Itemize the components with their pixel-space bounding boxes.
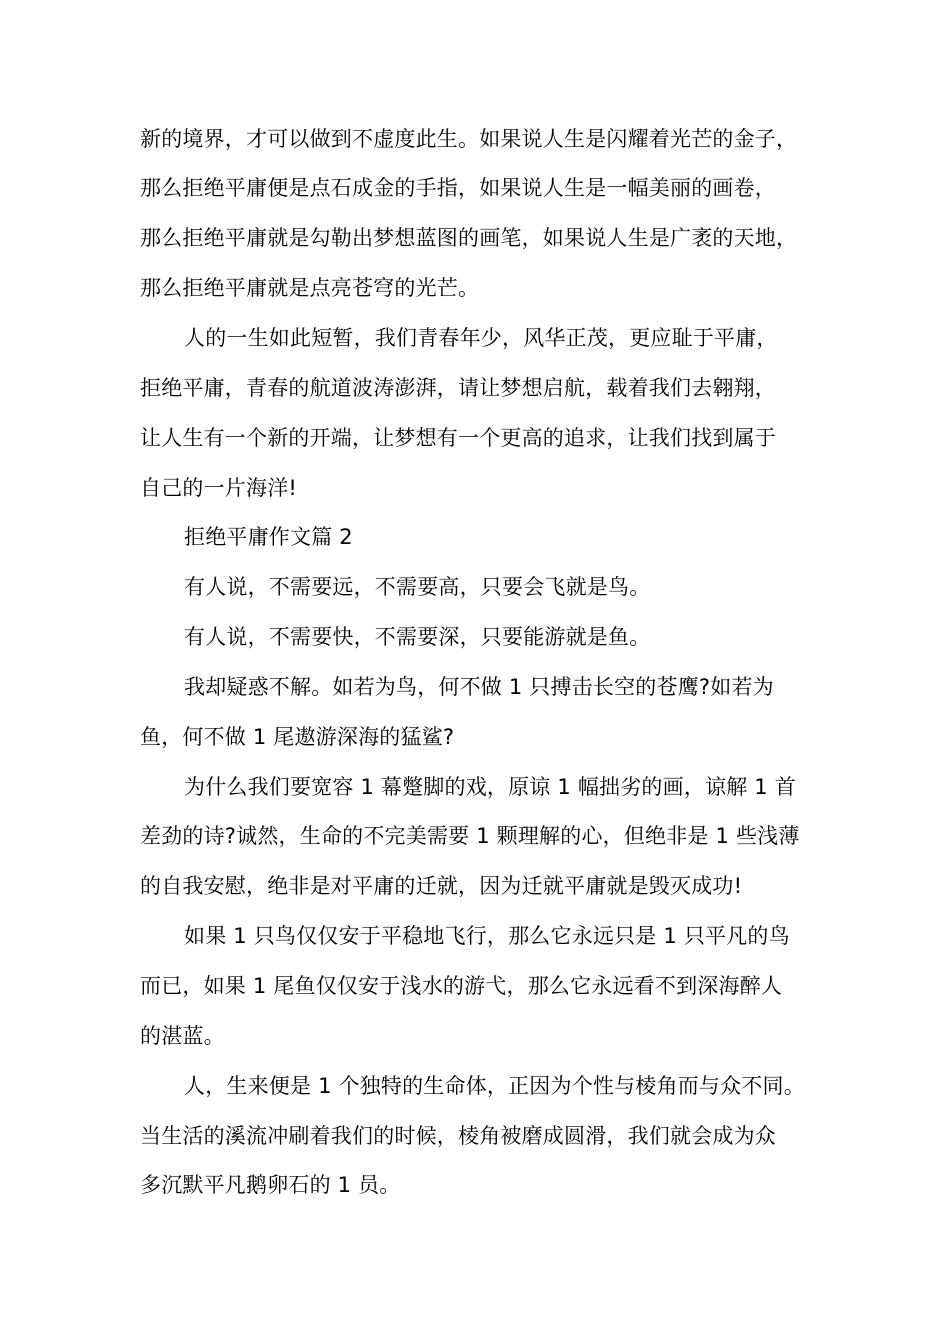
paragraph-line: 我却疑惑不解。如若为鸟，何不做 1 只搏击长空的苍鹰?如若为	[184, 675, 774, 699]
paragraph-line: 如果 1 只鸟仅仅安于平稳地飞行，那么它永远只是 1 只平凡的鸟	[184, 924, 790, 948]
paragraph-line: 差劲的诗?诚然，生命的不完美需要 1 颗理解的心，但绝非是 1 些浅薄	[140, 824, 800, 848]
paragraph-line: 的湛蓝。	[140, 1024, 225, 1048]
paragraph-line: 而已，如果 1 尾鱼仅仅安于浅水的游弋，那么它永远看不到深海醉人	[140, 974, 783, 998]
paragraph-line: 那么拒绝平庸便是点石成金的手指，如果说人生是一幅美丽的画卷，	[140, 176, 776, 200]
paragraph-line: 人，生来便是 1 个独特的生命体，正因为个性与棱角而与众不同。	[184, 1074, 805, 1098]
paragraph-line: 新的境界，才可以做到不虚度此生。如果说人生是闪耀着光芒的金子，	[140, 127, 798, 151]
paragraph-line: 多沉默平凡鹅卵石的 1 员。	[140, 1173, 401, 1197]
paragraph-line: 有人说，不需要快，不需要深，只要能游就是鱼。	[184, 625, 651, 649]
paragraph-line: 拒绝平庸，青春的航道波涛澎湃，请让梦想启航，载着我们去翱翔，	[140, 376, 776, 400]
paragraph-line: 的自我安慰，绝非是对平庸的迁就，因为迁就平庸就是毁灭成功!	[140, 874, 743, 898]
paragraph-line: 那么拒绝平庸就是勾勒出梦想蓝图的画笔，如果说人生是广袤的天地，	[140, 226, 798, 250]
paragraph-line: 让人生有一个新的开端，让梦想有一个更高的追求，让我们找到属于	[140, 426, 776, 450]
paragraph-line: 当生活的溪流冲刷着我们的时候，棱角被磨成圆滑，我们就会成为众	[140, 1124, 776, 1148]
paragraph-line: 有人说，不需要远，不需要高，只要会飞就是鸟。	[184, 575, 651, 599]
paragraph-line: 为什么我们要宽容 1 幕蹩脚的戏，原谅 1 幅拙劣的画，谅解 1 首	[184, 775, 796, 799]
paragraph-line: 自己的一片海洋!	[140, 476, 298, 500]
section-heading: 拒绝平庸作文篇 2	[184, 525, 353, 549]
paragraph-line: 那么拒绝平庸就是点亮苍穹的光芒。	[140, 276, 480, 300]
paragraph-line: 鱼，何不做 1 尾遨游深海的猛鲨?	[140, 725, 455, 749]
paragraph-line: 人的一生如此短暂，我们青春年少，风华正茂，更应耻于平庸，	[184, 326, 778, 350]
